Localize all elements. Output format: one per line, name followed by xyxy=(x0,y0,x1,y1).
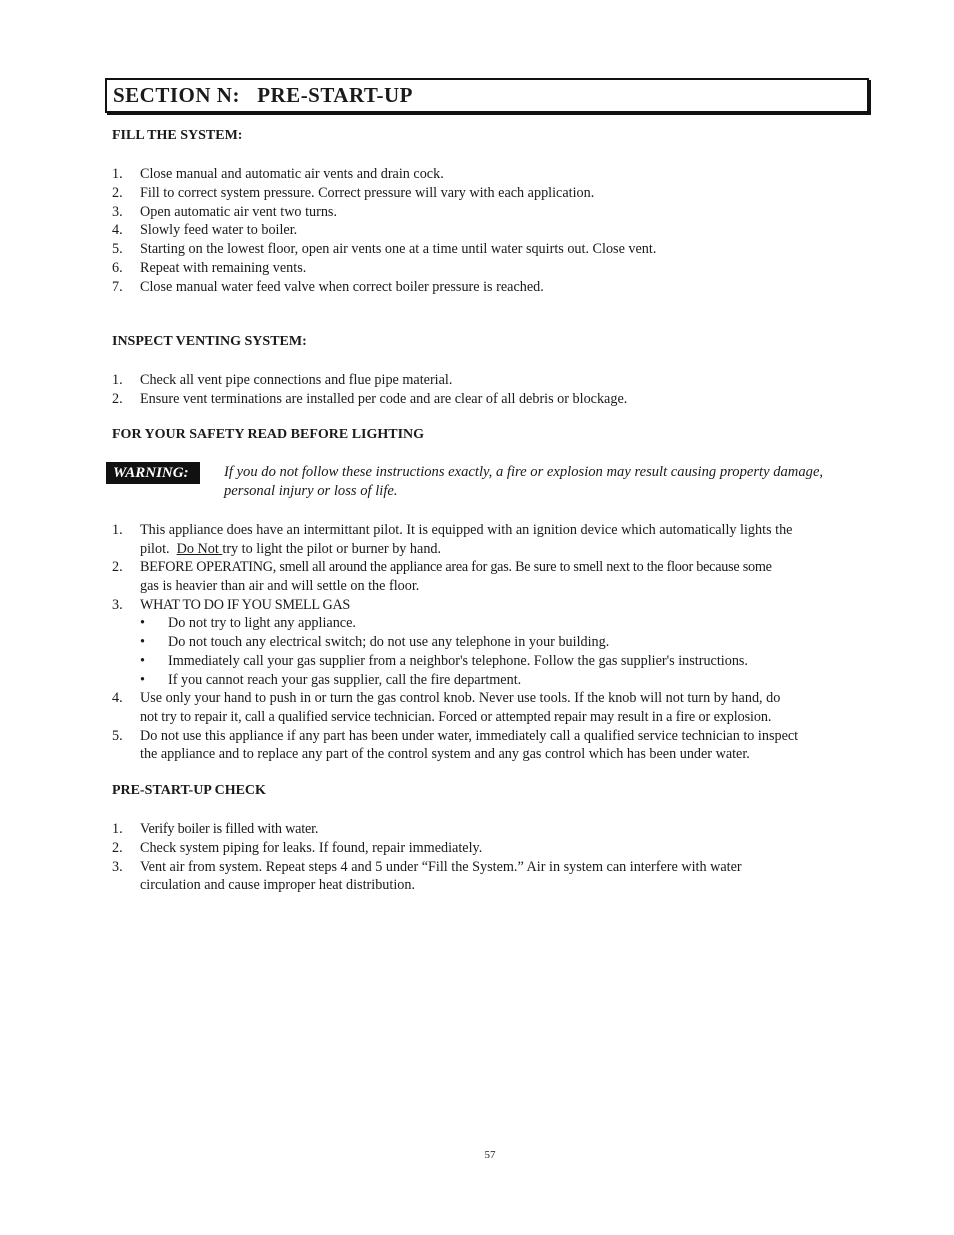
list-item-continuation: circulation and cause improper heat distribution. xyxy=(140,877,415,893)
bullet-item: If you cannot reach your gas supplier, call the fire department. xyxy=(168,672,522,688)
list-item-number: 2. xyxy=(112,391,123,407)
list-item: Starting on the lowest floor, open air vents one at a time until water squirts out. Close vent. xyxy=(140,241,657,257)
warning-line: If you do not follow these instructions exactly, a fire or explosion may result causing property damage, xyxy=(224,464,824,480)
list-item-number: 1. xyxy=(112,522,123,538)
list-item-number: 4. xyxy=(112,222,123,238)
list-item: Verify boiler is filled with water. xyxy=(140,821,319,837)
list-item-number: 5. xyxy=(112,241,123,257)
list-item: Open automatic air vent two turns. xyxy=(140,204,337,220)
list-item-number: 2. xyxy=(112,559,123,575)
list-item-continuation: gas is heavier than air and will settle on the floor. xyxy=(140,578,420,594)
bullet-item: Immediately call your gas supplier from a neighbor's telephone. Follow the gas supplier's instructions. xyxy=(168,653,748,669)
prestart-heading: PRE-START-UP CHECK xyxy=(112,783,266,798)
list-item: Check system piping for leaks. If found, repair immediately. xyxy=(140,840,483,856)
list-item-number: 4. xyxy=(112,690,123,706)
list-item-number: 1. xyxy=(112,821,123,837)
text-run: try to light the pilot or burner by hand. xyxy=(222,541,442,557)
list-item-continuation xyxy=(140,540,441,559)
warning-text xyxy=(224,463,874,501)
section-title: SECTION N: PRE-START-UP xyxy=(113,83,413,107)
list-item-number: 5. xyxy=(112,728,123,744)
list-item: This appliance does have an intermittant pilot. It is equipped with an ignition device which automatically lights the xyxy=(140,522,793,538)
text-run: pilot. xyxy=(140,541,177,557)
page-number: 57 xyxy=(484,1149,496,1161)
list-item-number: 2. xyxy=(112,185,123,201)
list-item-number: 2. xyxy=(112,840,123,856)
list-item-continuation: not try to repair it, call a qualified service technician. Forced or attempted repair may result in a fire or explosion. xyxy=(140,709,772,725)
safety-heading: FOR YOUR SAFETY READ BEFORE LIGHTING xyxy=(112,427,425,442)
do-not-emphasis: Do Not xyxy=(176,541,223,557)
list-item: Repeat with remaining vents. xyxy=(140,260,307,276)
bullet-marker: • xyxy=(140,634,145,650)
list-item: Close manual water feed valve when correct boiler pressure is reached. xyxy=(140,279,544,295)
list-item: Ensure vent terminations are installed per code and are clear of all debris or blockage. xyxy=(140,391,628,407)
list-item: Vent air from system. Repeat steps 4 and 5 under “Fill the System.” Air in system can interfere with water xyxy=(140,859,742,875)
list-item-number: 3. xyxy=(112,204,123,220)
list-item: Slowly feed water to boiler. xyxy=(140,222,298,238)
list-item-number: 1. xyxy=(112,372,123,388)
fill-system-heading: FILL THE SYSTEM: xyxy=(112,128,243,143)
list-item: Fill to correct system pressure. Correct pressure will vary with each application. xyxy=(140,185,595,201)
list-item-number: 3. xyxy=(112,597,123,613)
list-item: Close manual and automatic air vents and drain cock. xyxy=(140,166,444,182)
list-item: BEFORE OPERATING, smell all around the appliance area for gas. Be sure to smell next to the floor because some xyxy=(140,559,772,575)
bullet-marker: • xyxy=(140,653,145,669)
list-item: Do not use this appliance if any part has been under water, immediately call a qualified service technician to inspect xyxy=(140,728,799,744)
list-item: WHAT TO DO IF YOU SMELL GAS xyxy=(140,597,350,613)
bullet-marker: • xyxy=(140,615,145,631)
list-item-continuation: the appliance and to replace any part of the control system and any gas control which has been under water. xyxy=(140,746,750,762)
warning-badge: WARNING: xyxy=(106,462,200,484)
list-item-number: 7. xyxy=(112,279,123,295)
venting-heading: INSPECT VENTING SYSTEM: xyxy=(112,334,307,349)
list-item-number: 6. xyxy=(112,260,123,276)
bullet-item: Do not try to light any appliance. xyxy=(168,615,356,631)
warning-line: personal injury or loss of life. xyxy=(224,483,398,499)
list-item: Use only your hand to push in or turn the gas control knob. Never use tools. If the knob will not turn by hand, do xyxy=(140,690,781,706)
list-item-number: 1. xyxy=(112,166,123,182)
list-item-number: 3. xyxy=(112,859,123,875)
list-item: Check all vent pipe connections and flue pipe material. xyxy=(140,372,453,388)
section-header-box xyxy=(105,78,869,113)
bullet-marker: • xyxy=(140,672,145,688)
bullet-item: Do not touch any electrical switch; do not use any telephone in your building. xyxy=(168,634,610,650)
